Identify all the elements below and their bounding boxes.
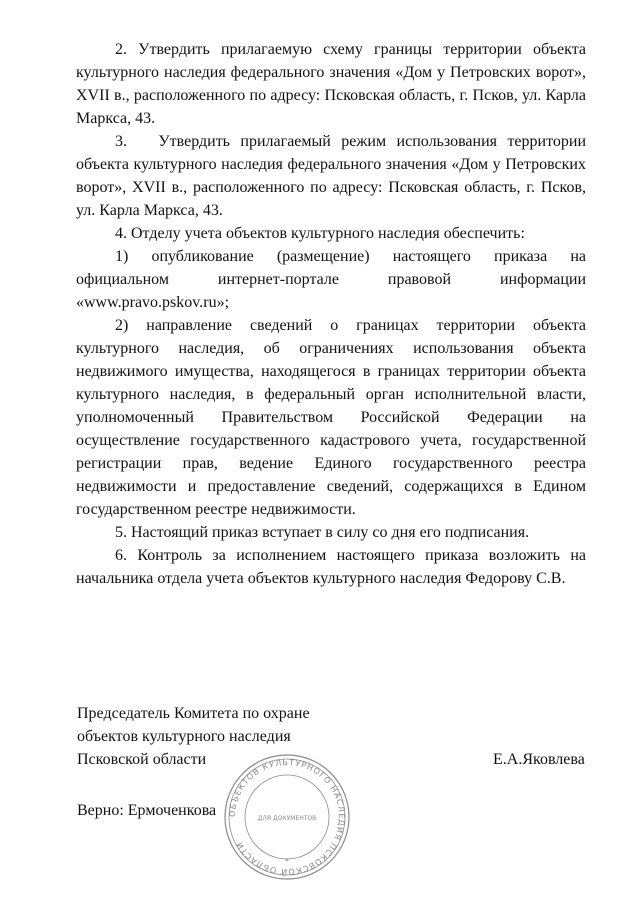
stamp-outer-text: ОБЪЕКТОВ КУЛЬТУРНОГО НАСЛЕДИЯ ПСКОВСКОЙ ОБЛАСТИ [227, 757, 347, 877]
paragraph-4-item-2: 2) направление сведений о границах территории объекта культурного наследия, об ограничениях использования объекта недвижимого имущества, находящегося в границах территории объекта культурного наследия, в федеральный орган исполнительной власти, уполномоченный Правительством Российской Федерации на осуществление государственного кадастрового учета, государственной регистрации прав, ведение Единого государственного реестра недвижимости и предоставление сведений, содержащихся в Едином государственном реестре недвижимости. [76, 317, 590, 518]
signatory-title-line-3: Псковской области [77, 751, 207, 768]
signatory-title-line-1: Председатель Комитета по охране [77, 705, 310, 722]
paragraph-4: 4. Отделу учета объектов культурного наследия обеспечить: [115, 225, 525, 242]
signatory-title-line-2: объектов культурного наследия [77, 728, 291, 745]
svg-text:*: * [285, 857, 289, 866]
signatory-name: Е.А.Яковлева [493, 751, 585, 768]
document-body [76, 38, 594, 590]
paragraph-3: 3. Утвердить прилагаемый режим использования территории объекта культурного наследия федерального значения «Дом у Петровских ворот», XVII в., расположенного по адресу: Псковская область, г. Псков, ул. Карла Маркса, 43. [76, 133, 590, 219]
copy-certification: Верно: Ермоченкова [77, 802, 217, 819]
paragraph-5: 5. Настоящий приказ вступает в силу со дня его подписания. [115, 524, 530, 541]
paragraph-2: 2. Утвердить прилагаемую схему границы территории объекта культурного наследия федерального значения «Дом у Петровских ворот», XVII в., расположенного по адресу: Псковская область, г. Псков, ул. Карла Маркса, 43. [76, 41, 590, 127]
official-stamp [222, 752, 352, 882]
paragraph-6: 6. Контроль за исполнением настоящего приказа возложить на начальника отдела учета объектов культурного наследия Федорову С.В. [76, 547, 594, 587]
paragraph-4-item-1: 1) опубликование (размещение) настоящего приказа на официальном интернет-портале правовой информации «www.pravo.pskov.ru»; [76, 248, 590, 311]
stamp-seal-icon [222, 752, 352, 882]
stamp-center-text: ДЛЯ ДОКУМЕНТОВ [257, 815, 317, 822]
